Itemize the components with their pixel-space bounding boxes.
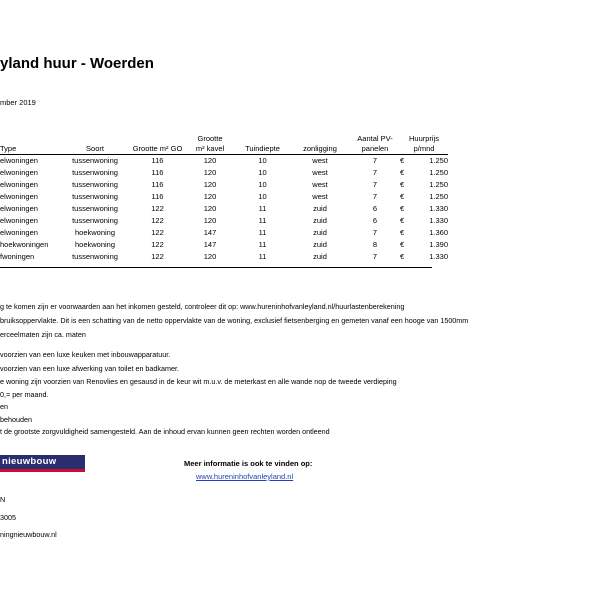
cell-soort: tussenwoning <box>72 204 118 213</box>
cell-eur: € <box>400 216 405 225</box>
cell-pv: 6 <box>372 204 378 213</box>
cell-prijs: 1.360 <box>429 228 448 237</box>
cell-go: 122 <box>151 240 164 249</box>
table-row <box>0 239 448 251</box>
cell-go: 116 <box>151 180 164 189</box>
cell-go: 116 <box>151 156 164 165</box>
note-line: 0,= per maand. <box>0 390 49 399</box>
cell-eur: € <box>400 204 405 213</box>
cell-zon: west <box>312 180 328 189</box>
footer-line: N <box>0 495 6 504</box>
note-line: voorzien van een luxe afwerking van toilet en badkamer. <box>0 364 179 373</box>
cell-tuin: 10 <box>258 192 267 201</box>
cell-eur: € <box>400 156 405 165</box>
cell-prijs: 1.250 <box>429 168 448 177</box>
cell-tuin: 11 <box>258 216 267 225</box>
table-row <box>0 251 448 263</box>
cell-pv: 7 <box>372 228 378 237</box>
cell-pv: 7 <box>372 180 378 189</box>
col-grootte-go: Grootte m² GO <box>132 144 183 153</box>
cell-prijs: 1.330 <box>429 216 448 225</box>
cell-kavel: 120 <box>203 216 217 225</box>
cell-kavel: 147 <box>203 228 217 237</box>
cell-soort: tussenwoning <box>72 168 118 177</box>
cell-zon: zuid <box>313 216 327 225</box>
cell-eur: € <box>400 252 405 261</box>
cell-eur: € <box>400 240 405 249</box>
cell-tuin: 10 <box>258 156 267 165</box>
table-row <box>0 191 448 203</box>
col-tuindiepte: Tuindiepte <box>245 144 280 153</box>
col-soort: Soort <box>86 144 104 153</box>
cell-soort: tussenwoning <box>72 156 118 165</box>
table-row <box>0 167 448 179</box>
cell-zon: west <box>312 168 328 177</box>
website-link[interactable]: www.hureninhofvanleyland.nl <box>196 472 294 481</box>
cell-zon: zuid <box>313 204 327 213</box>
cell-eur: € <box>400 228 405 237</box>
cell-zon: zuid <box>313 228 327 237</box>
cell-type: hoekwoningen <box>0 240 49 249</box>
cell-tuin: 11 <box>258 228 267 237</box>
cell-type: elwoningen <box>0 204 38 213</box>
col-pv-panelen: Aantal PV- panelen <box>357 134 393 153</box>
note-line: en <box>0 402 8 411</box>
cell-prijs: 1.250 <box>429 180 448 189</box>
cell-eur: € <box>400 180 405 189</box>
table-row <box>0 227 448 239</box>
cell-soort: tussenwoning <box>72 192 118 201</box>
col-zonligging: zonligging <box>303 144 337 153</box>
cell-prijs: 1.330 <box>429 204 448 213</box>
cell-pv: 7 <box>372 192 378 201</box>
cell-kavel: 120 <box>203 204 217 213</box>
cell-tuin: 11 <box>258 204 267 213</box>
cell-soort: tussenwoning <box>72 252 118 261</box>
cell-kavel: 120 <box>203 180 217 189</box>
cell-type: elwoningen <box>0 168 38 177</box>
col-grootte-kavel: Grootte m² kavel <box>195 134 225 153</box>
cell-type: elwoningen <box>0 192 38 201</box>
cell-zon: zuid <box>313 240 327 249</box>
cell-type: elwoningen <box>0 216 38 225</box>
cell-zon: zuid <box>313 252 327 261</box>
table-row <box>0 215 448 227</box>
note-line: erceelmaten zijn ca. maten <box>0 330 86 339</box>
cell-type: elwoningen <box>0 228 38 237</box>
cell-kavel: 120 <box>203 192 217 201</box>
nieuwbouw-logo: nieuwbouw <box>0 455 85 472</box>
note-line: behouden <box>0 415 32 424</box>
cell-eur: € <box>400 168 405 177</box>
col-huurprijs: Huurprijs p/mnd <box>408 134 439 153</box>
cell-prijs: 1.250 <box>429 192 448 201</box>
cell-prijs: 1.330 <box>429 252 448 261</box>
cell-pv: 8 <box>372 240 378 249</box>
cell-tuin: 10 <box>258 168 267 177</box>
cell-kavel: 147 <box>203 240 217 249</box>
footer-line: 3005 <box>0 513 16 522</box>
footer-line: ningnieuwbouw.nl <box>0 530 57 539</box>
cell-prijs: 1.250 <box>429 156 448 165</box>
cell-go: 116 <box>151 168 164 177</box>
cell-go: 122 <box>151 204 164 213</box>
note-line: e woning zijn voorzien van Renovlies en gesausd in de keur wit m.u.v. de meterkast en alle wande nop de tweede verdieping <box>0 377 397 386</box>
table-row <box>0 179 448 191</box>
note-line: bruiksoppervlakte. Dit is een schatting van de netto oppervlakte van de woning, exclusief fietsenberging en gemeten vanaf een hooge van 1500mm <box>0 316 469 325</box>
cell-type: fwoningen <box>0 252 35 261</box>
cell-soort: hoekwoning <box>74 240 116 249</box>
cell-zon: west <box>312 192 328 201</box>
cell-pv: 7 <box>372 252 378 261</box>
meer-informatie-label: Meer informatie is ook te vinden op: <box>184 459 313 468</box>
cell-go: 122 <box>151 228 164 237</box>
page-title: yland huur - Woerden <box>0 55 154 72</box>
cell-go: 116 <box>151 192 164 201</box>
cell-soort: hoekwoning <box>74 228 116 237</box>
note-line: voorzien van een luxe keuken met inbouwapparatuur. <box>0 350 171 359</box>
cell-pv: 7 <box>372 156 378 165</box>
cell-eur: € <box>400 192 405 201</box>
cell-type: elwoningen <box>0 156 38 165</box>
date-label: mber 2019 <box>0 98 36 107</box>
cell-tuin: 11 <box>258 252 267 261</box>
table-row <box>0 203 448 215</box>
housing-table <box>0 134 448 263</box>
cell-prijs: 1.390 <box>429 240 448 249</box>
note-line: t de grootste zorgvuldigheid samengesteld. Aan de inhoud ervan kunnen geen rechten worden ontleend <box>0 427 330 436</box>
cell-type: elwoningen <box>0 180 38 189</box>
cell-kavel: 120 <box>203 156 217 165</box>
cell-kavel: 120 <box>203 252 217 261</box>
cell-go: 122 <box>151 216 164 225</box>
col-type: Type <box>0 144 17 153</box>
cell-pv: 7 <box>372 168 378 177</box>
cell-kavel: 120 <box>203 168 217 177</box>
table-row <box>0 155 448 168</box>
table-bottom-rule <box>0 267 432 268</box>
cell-soort: tussenwoning <box>72 216 118 225</box>
cell-zon: west <box>312 156 328 165</box>
cell-tuin: 11 <box>258 240 267 249</box>
cell-go: 122 <box>151 252 164 261</box>
cell-tuin: 10 <box>258 180 267 189</box>
cell-soort: tussenwoning <box>72 180 118 189</box>
cell-pv: 6 <box>372 216 378 225</box>
note-line: g te komen zijn er voorwaarden aan het inkomen gesteld, controleer dit op: www.hureninhofvanleyland.nl/huurlastenberekening <box>0 302 405 311</box>
